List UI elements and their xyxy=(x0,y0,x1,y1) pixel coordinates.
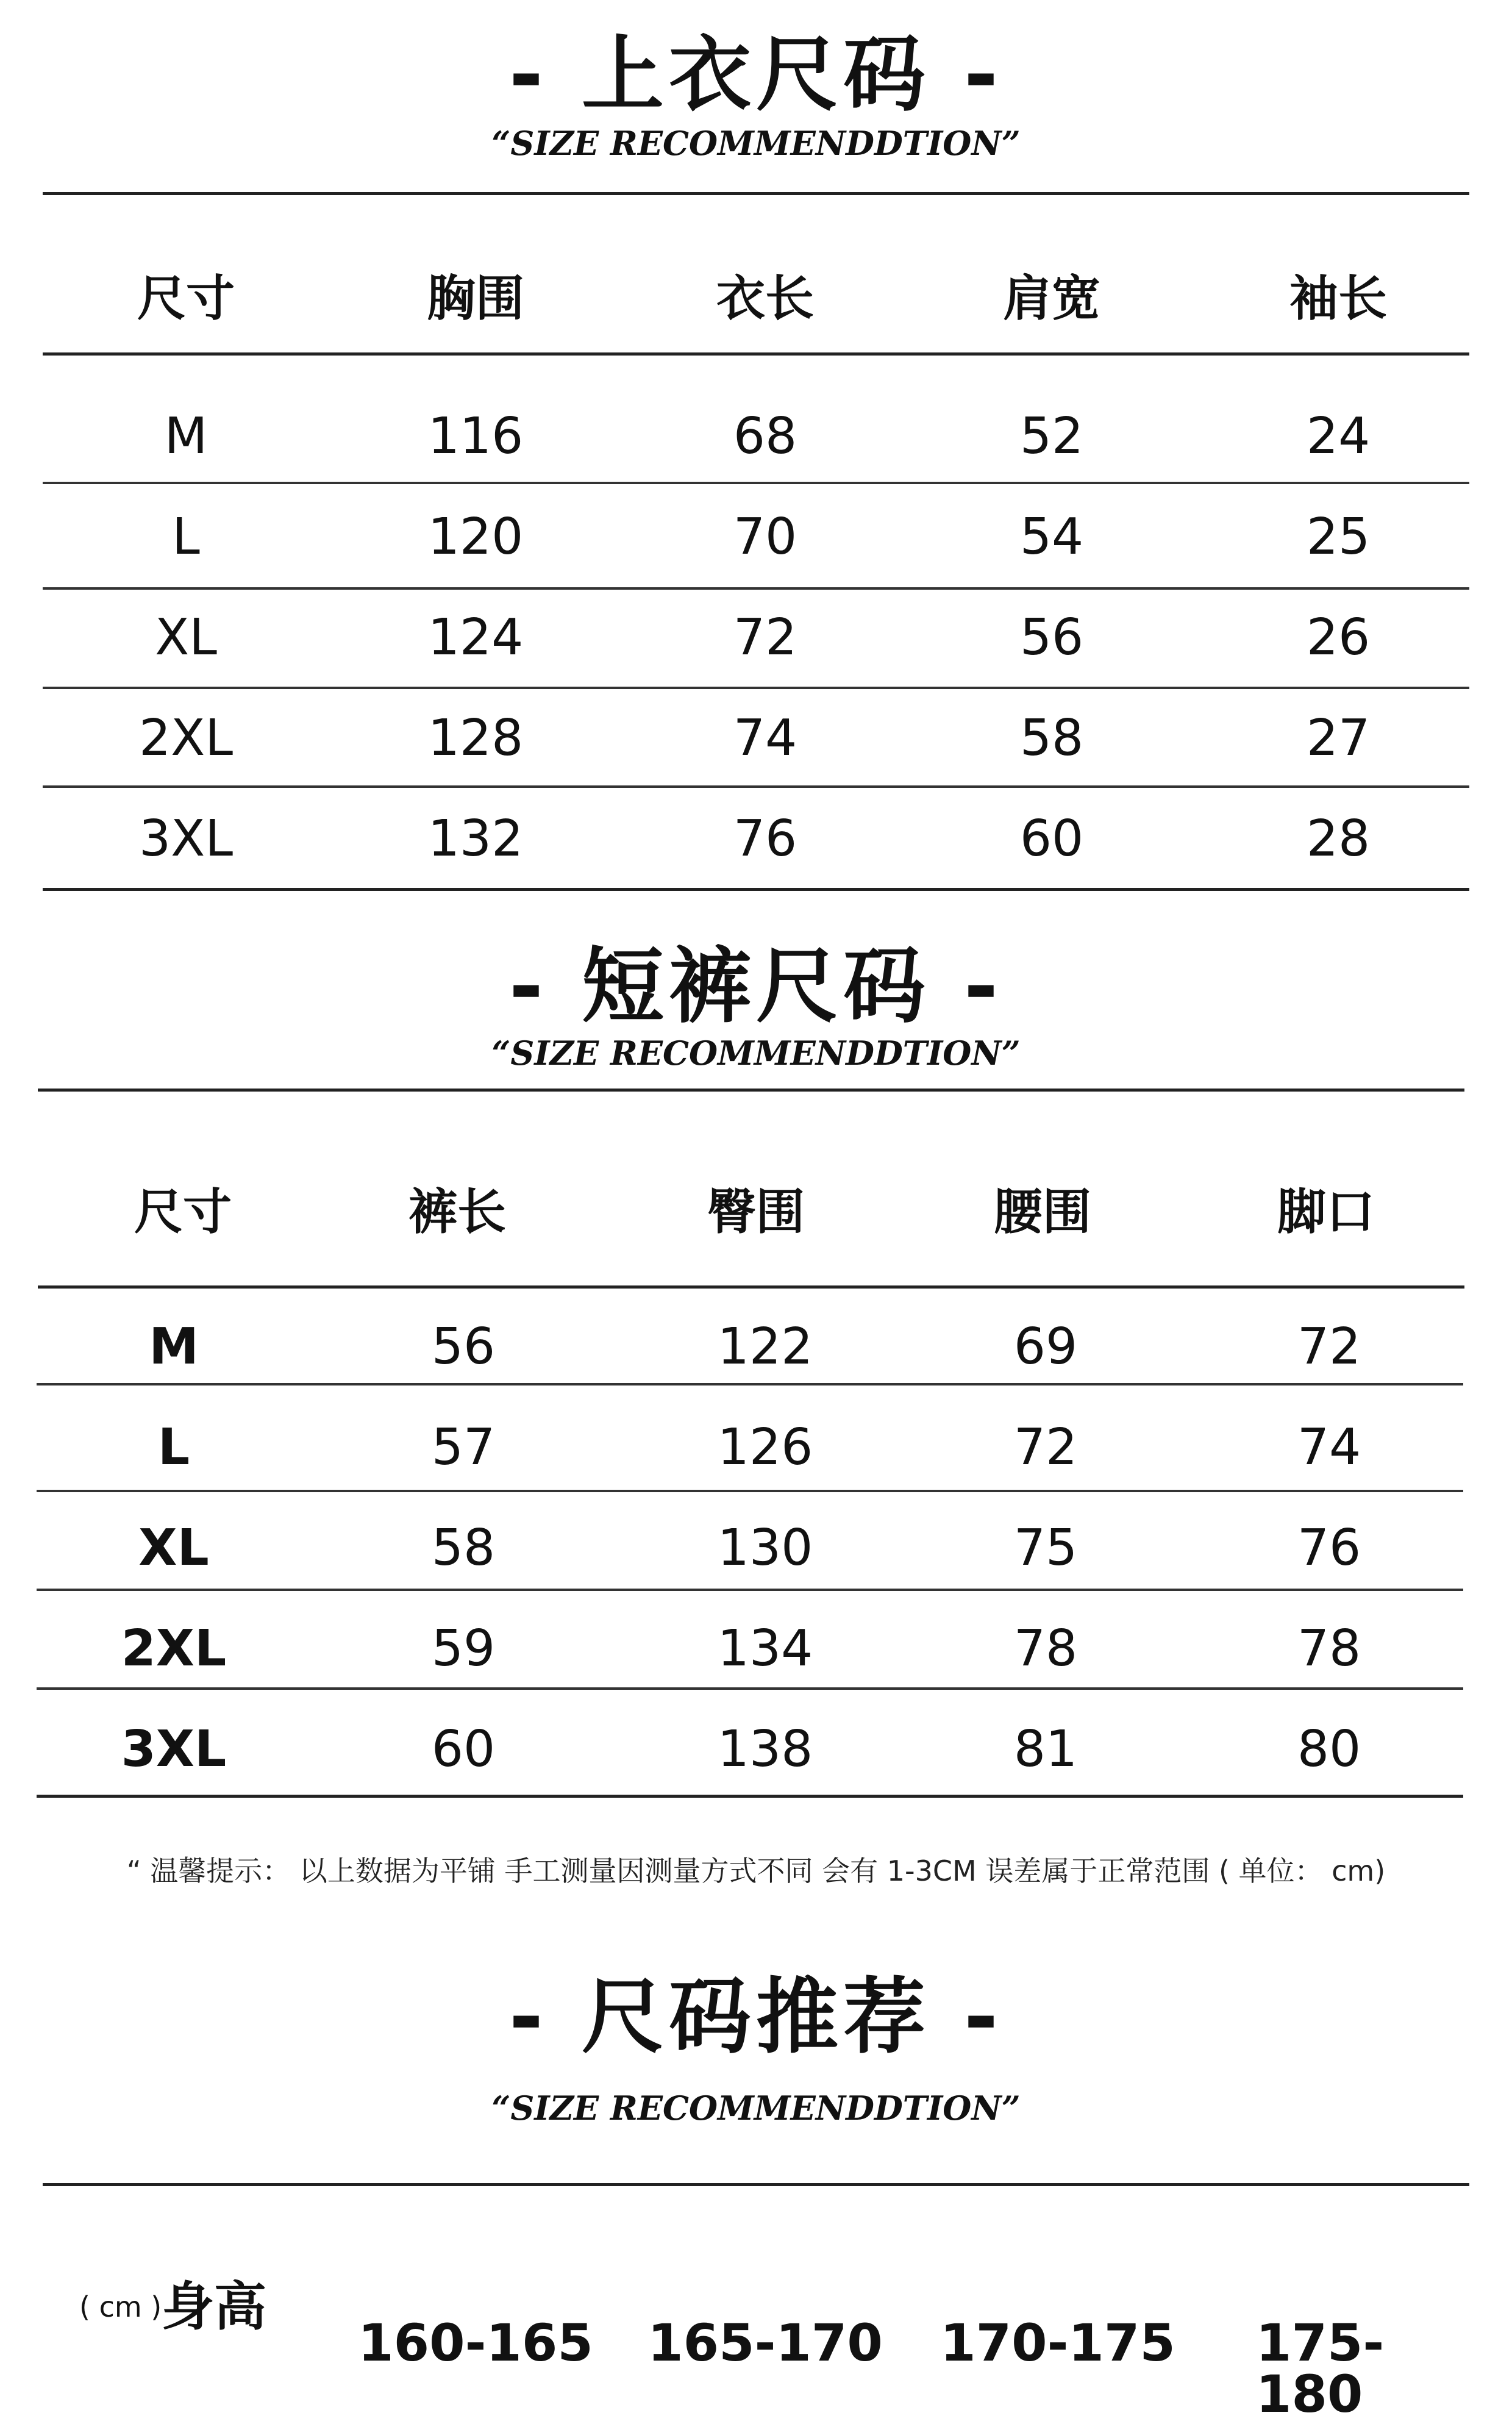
tops-cell-length: 68 xyxy=(733,407,797,465)
shorts-header-hip: 臀围 xyxy=(707,1184,805,1240)
shorts-header-size: 尺寸 xyxy=(134,1184,232,1240)
shorts-title: - 短裤尺码 - xyxy=(508,938,1004,1034)
tops-cell-size: L xyxy=(172,508,200,566)
recommend-unit: ( cm ) xyxy=(79,2290,162,2323)
tops-cell-size: M xyxy=(164,407,208,465)
shorts-cell-hip: 138 xyxy=(717,1720,813,1778)
tops-cell-size: 2XL xyxy=(138,709,234,767)
tops-header-size: 尺寸 xyxy=(137,270,235,327)
shorts-cell-length: 56 xyxy=(431,1318,496,1376)
tops-header-rule xyxy=(43,352,1469,356)
shorts-cell-hip: 130 xyxy=(717,1519,813,1577)
row-divider xyxy=(37,1589,1463,1591)
recommend-title: - 尺码推荐 - xyxy=(508,1969,1004,2065)
shorts-cell-leg-opening: 76 xyxy=(1297,1519,1361,1577)
tops-cell-length: 76 xyxy=(733,810,797,868)
tops-cell-chest: 128 xyxy=(427,709,524,767)
tops-bottom-rule xyxy=(43,888,1469,891)
shorts-cell-length: 57 xyxy=(431,1418,496,1476)
tops-cell-chest: 124 xyxy=(427,609,524,667)
shorts-cell-waist: 69 xyxy=(1013,1318,1078,1376)
shorts-cell-length: 58 xyxy=(431,1519,496,1577)
tops-header-sleeve: 袖长 xyxy=(1289,270,1387,327)
row-divider xyxy=(37,1490,1463,1492)
tops-cell-length: 74 xyxy=(733,709,797,767)
tops-header-shoulder: 肩宽 xyxy=(1003,270,1100,327)
row-divider xyxy=(43,687,1469,689)
tops-cell-shoulder: 56 xyxy=(1019,609,1084,667)
tops-cell-sleeve: 26 xyxy=(1306,609,1371,667)
shorts-cell-hip: 122 xyxy=(717,1318,813,1376)
shorts-cell-hip: 126 xyxy=(717,1418,813,1476)
tops-cell-shoulder: 52 xyxy=(1019,407,1084,465)
shorts-bottom-rule xyxy=(37,1795,1463,1798)
tops-cell-shoulder: 54 xyxy=(1019,508,1084,566)
tops-cell-sleeve: 28 xyxy=(1306,810,1371,868)
shorts-header-waist: 腰围 xyxy=(994,1184,1091,1240)
tops-cell-sleeve: 24 xyxy=(1306,407,1371,465)
shorts-cell-leg-opening: 72 xyxy=(1297,1318,1361,1376)
shorts-cell-size: 3XL xyxy=(121,1720,227,1778)
shorts-cell-size: 2XL xyxy=(121,1620,227,1678)
recommend-top-rule xyxy=(43,2183,1469,2186)
shorts-cell-size: M xyxy=(149,1318,199,1376)
recommend-height-range: 175-180 xyxy=(1256,2313,1385,2424)
recommend-height-range: 160-165 xyxy=(358,2313,593,2373)
tops-subtitle: “SIZE RECOMMENDDTION” xyxy=(491,124,1021,163)
row-divider xyxy=(37,1383,1463,1385)
tops-cell-chest: 132 xyxy=(427,810,524,868)
tops-header-length: 衣长 xyxy=(716,270,814,327)
tops-header-chest: 胸围 xyxy=(427,270,524,327)
shorts-cell-length: 60 xyxy=(431,1720,496,1778)
shorts-cell-waist: 72 xyxy=(1013,1418,1078,1476)
recommend-subtitle: “SIZE RECOMMENDDTION” xyxy=(491,2089,1021,2128)
shorts-subtitle: “SIZE RECOMMENDDTION” xyxy=(491,1034,1021,1073)
row-divider xyxy=(43,587,1469,590)
shorts-header-rule xyxy=(38,1285,1464,1289)
tops-top-rule xyxy=(43,192,1469,195)
shorts-top-rule xyxy=(38,1089,1464,1092)
tops-cell-size: XL xyxy=(155,609,217,667)
shorts-cell-size: XL xyxy=(138,1519,209,1577)
row-divider xyxy=(43,482,1469,484)
tops-cell-length: 72 xyxy=(733,609,797,667)
tops-cell-shoulder: 58 xyxy=(1019,709,1084,767)
shorts-header-leg-opening: 脚口 xyxy=(1277,1184,1375,1240)
row-divider xyxy=(37,1687,1463,1690)
shorts-cell-waist: 75 xyxy=(1013,1519,1078,1577)
recommend-height-range: 170-175 xyxy=(940,2313,1175,2373)
shorts-cell-length: 59 xyxy=(431,1620,496,1678)
tops-cell-size: 3XL xyxy=(138,810,234,868)
tops-cell-sleeve: 27 xyxy=(1306,709,1371,767)
tops-title: - 上衣尺码 - xyxy=(508,27,1004,123)
tops-cell-chest: 120 xyxy=(427,508,524,566)
shorts-cell-leg-opening: 78 xyxy=(1297,1620,1361,1678)
shorts-header-length: 裤长 xyxy=(408,1184,506,1240)
measurement-note: “ 温馨提示： 以上数据为平铺 手工测量因测量方式不同 会有 1-3CM 误差属于正常范围 ( 单位： cm) xyxy=(126,1854,1386,1887)
shorts-cell-waist: 78 xyxy=(1013,1620,1078,1678)
recommend-height-label: 身高 xyxy=(162,2276,266,2337)
tops-cell-shoulder: 60 xyxy=(1019,810,1084,868)
shorts-cell-leg-opening: 80 xyxy=(1297,1720,1361,1778)
recommend-height-range: 165-170 xyxy=(647,2313,883,2373)
row-divider xyxy=(43,785,1469,788)
tops-cell-sleeve: 25 xyxy=(1306,508,1371,566)
shorts-cell-waist: 81 xyxy=(1013,1720,1078,1778)
tops-cell-length: 70 xyxy=(733,508,797,566)
shorts-cell-hip: 134 xyxy=(717,1620,813,1678)
tops-cell-chest: 116 xyxy=(427,407,524,465)
shorts-cell-leg-opening: 74 xyxy=(1297,1418,1361,1476)
shorts-cell-size: L xyxy=(157,1418,190,1476)
